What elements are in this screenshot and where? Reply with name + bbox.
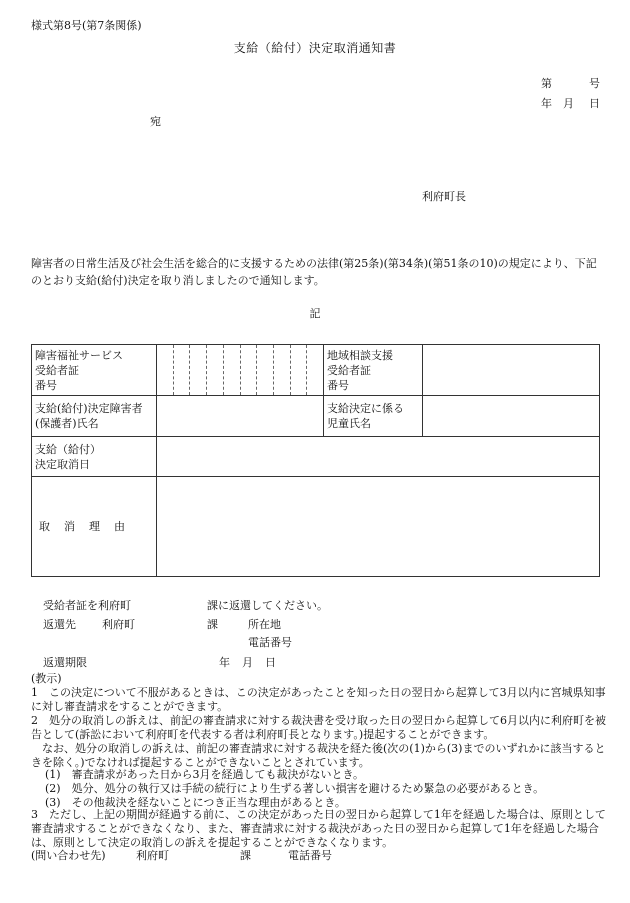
- return-dest-label: 返還先: [43, 618, 76, 631]
- notice-item-3: (3) その他裁決を経ないことにつき正当な理由があるとき。: [45, 796, 346, 809]
- label-line: 支給(給付)決定障害者: [35, 402, 143, 415]
- body-text: 障害者の日常生活及び社会生活を総合的に支援するための法律(第25条)(第34条)(第51条の10)の規定により、下記のとおり支給(給付)決定を取り消しましたので通知します。: [31, 257, 597, 287]
- label-line: (保護者)氏名: [35, 417, 99, 430]
- date-month: 月: [563, 97, 574, 110]
- label-line: 障害福祉サービス: [35, 348, 123, 362]
- date-day: 日: [589, 97, 600, 110]
- cancel-reason-cell[interactable]: [157, 477, 600, 577]
- service-cert-number-cells[interactable]: [157, 345, 324, 396]
- return-dest-town: 利府町: [102, 618, 135, 631]
- return-dest-section: 課: [207, 618, 218, 631]
- inquiry-town: 利府町: [136, 849, 169, 862]
- return-dest-phone: 電話番号: [248, 636, 292, 649]
- return-dest-address: 所在地: [248, 618, 281, 631]
- label-line: 受給者証: [327, 363, 371, 377]
- label-line: 決定取消日: [35, 457, 90, 471]
- return-instruction-a: 受給者証を利府町: [43, 599, 131, 612]
- issuer: 利府町長: [422, 190, 466, 203]
- label-line: 受給者証: [35, 363, 79, 377]
- service-cert-label: [32, 345, 157, 396]
- inquiry-section: 課: [240, 849, 251, 862]
- label-line: 支給（給付）: [35, 442, 101, 456]
- recipient-name-cell[interactable]: [157, 396, 324, 437]
- return-deadline-day: 日: [265, 656, 276, 669]
- regional-cert-number-cell[interactable]: [423, 345, 600, 396]
- cancel-date-cell[interactable]: [157, 437, 600, 477]
- regional-cert-label: [324, 345, 423, 396]
- label-line: 児童氏名: [327, 417, 371, 430]
- notice-item-2: (2) 処分、処分の執行又は手続の続行により生ずる著しい損害を避けるため緊急の必要があるとき。: [45, 782, 545, 795]
- notice-paragraph-2-note: なお、処分の取消しの訴えは、前記の審査請求に対する裁決を経た後(次の(1)から(3)までのいずれかに該当するときを除く。)でなければ提起することができないこととされています。: [31, 742, 606, 769]
- notice-item-1: (1) 審査請求があった日から3月を経過しても裁決がないとき。: [45, 768, 365, 781]
- inquiry-phone: 電話番号: [288, 849, 332, 862]
- recipient-name-label: [32, 396, 157, 437]
- label-line: 地域相談支援: [327, 348, 393, 362]
- addressee: 宛: [150, 115, 161, 128]
- label-line: 取消理由: [39, 520, 139, 533]
- return-deadline-label: 返還期限: [43, 656, 87, 669]
- notice-paragraph-3: 3 ただし、上記の期間が経過する前に、この決定があった日の翌日から起算して1年を経過した場合は、原則として審査請求することができなくなり、また、審査請求に対する裁決があった日の翌日から起算して1年を経過した場合は、原則として決定の取消しの訴えを提起することができなくなります。: [31, 808, 606, 849]
- return-deadline-month: 月: [242, 656, 253, 669]
- label-line: 支給決定に係る: [327, 402, 404, 415]
- label-line: 番号: [327, 378, 349, 392]
- notice-heading: (教示): [31, 672, 62, 685]
- inquiry-label: (問い合わせ先): [31, 849, 106, 862]
- child-name-label: [324, 396, 423, 437]
- notice-paragraph-2: 2 処分の取消しの訴えは、前記の審査請求に対する裁決書を受け取った日の翌日から起算して6月以内に利府町を被告として(訴訟において利府町を代表する者は利府町長となります。)提起することができます。: [31, 714, 606, 741]
- return-deadline-year: 年: [219, 656, 230, 669]
- cancel-date-label: [32, 437, 157, 477]
- number-prefix: 第: [541, 77, 552, 90]
- return-instruction-b: 課に返還してください。: [207, 599, 328, 612]
- date-year: 年: [541, 97, 552, 110]
- label-line: 番号: [35, 378, 57, 392]
- ki-heading: 記: [309, 307, 321, 320]
- document-title: 支給（給付）決定取消通知書: [233, 41, 397, 55]
- cancel-reason-label: [32, 477, 157, 577]
- child-name-cell[interactable]: [423, 396, 600, 437]
- form-number: 様式第8号(第7条関係): [31, 19, 142, 32]
- info-table: [31, 344, 600, 577]
- number-suffix: 号: [589, 77, 600, 90]
- notice-paragraph-1: 1 この決定について不服があるときは、この決定があったことを知った日の翌日から起算して3月以内に宮城県知事に対し審査請求をすることができます。: [31, 686, 606, 713]
